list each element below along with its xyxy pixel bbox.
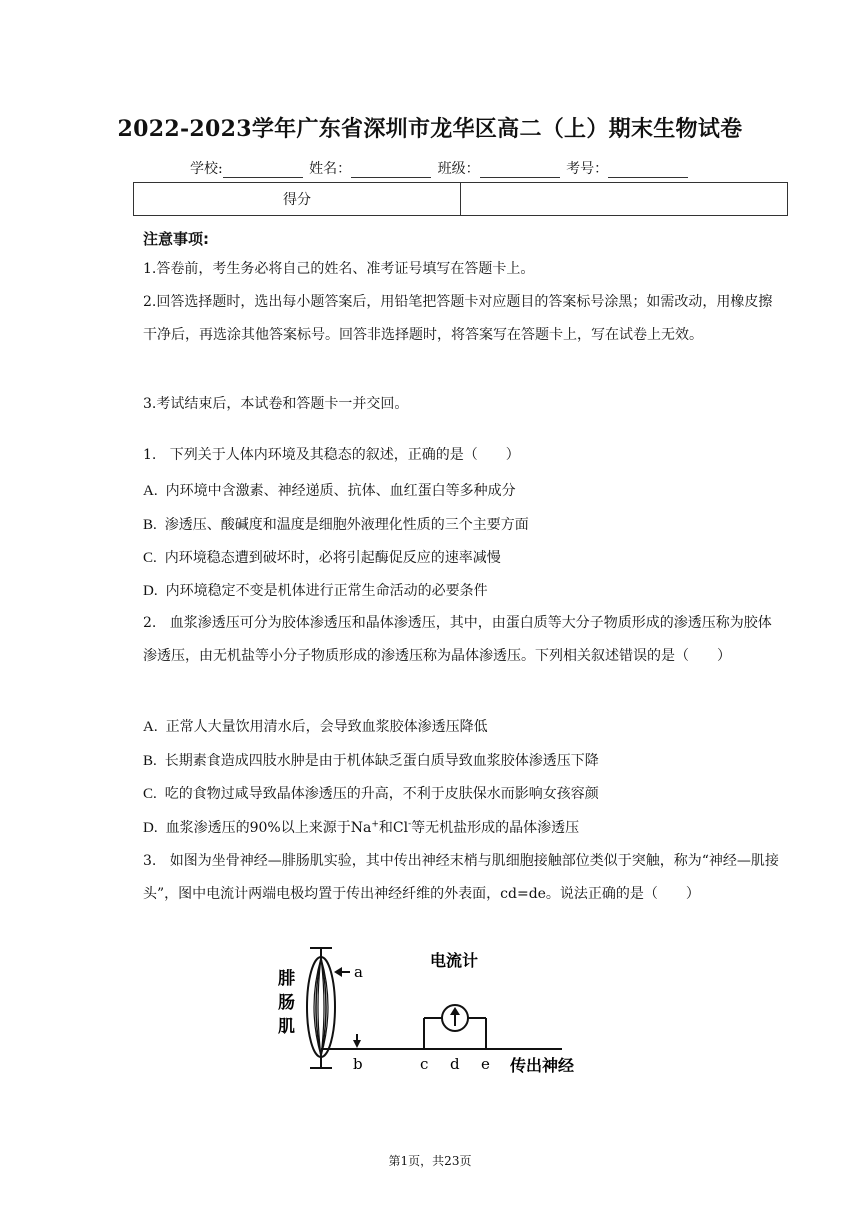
number-blank[interactable] — [608, 163, 688, 178]
notice-item-1: 1.答卷前，考生务必将自己的姓名、准考证号填写在答题卡上。 — [143, 261, 535, 277]
option-letter: A. — [143, 719, 158, 735]
point-c-label: c — [420, 1055, 429, 1073]
ion-charge: - — [408, 819, 412, 830]
muscle-label-1: 腓 — [278, 969, 295, 989]
option-letter: B. — [143, 753, 157, 769]
option-text: 长期素食造成四肢水肿是由于机体缺乏蛋白质导致血浆胶体渗透压下降 — [164, 753, 599, 769]
muscle-label-2: 肠 — [278, 993, 295, 1013]
q2-option-c[interactable] — [143, 783, 599, 803]
school-label: 学校: — [190, 161, 223, 177]
option-text: 正常人大量饮用清水后，会导致血浆胶体渗透压降低 — [165, 719, 488, 735]
question-2 — [143, 607, 783, 673]
q1-option-d[interactable] — [143, 580, 488, 600]
student-info-line — [190, 158, 690, 178]
number-label: 考号： — [566, 161, 609, 177]
option-text: 血浆渗透压的90%以上来源于Na — [165, 820, 372, 836]
option-text: 渗透压、酸碱度和温度是细胞外液理化性质的三个主要方面 — [164, 517, 529, 533]
score-table — [133, 182, 788, 216]
page-title: 2022-2023学年广东省深圳市龙华区高二（上）期末生物试卷 — [117, 116, 743, 142]
notice-title: 注意事项: — [143, 230, 209, 248]
class-label: 班级： — [437, 161, 480, 177]
option-text: 和Cl — [378, 820, 409, 836]
score-label: 得分 — [134, 183, 461, 216]
option-text: 内环境稳态遭到破坏时，必将引起酶促反应的速率减慢 — [164, 550, 501, 566]
question-number: 3. — [143, 853, 157, 869]
class-blank[interactable] — [480, 163, 560, 178]
q2-option-b[interactable] — [143, 750, 599, 770]
question-number: 1. — [143, 447, 157, 463]
score-cell[interactable] — [461, 183, 788, 216]
option-letter: B. — [143, 517, 157, 533]
option-text: 内环境稳定不变是机体进行正常生命活动的必要条件 — [165, 583, 488, 599]
option-text: 内环境中含激素、神经递质、抗体、血红蛋白等多种成分 — [165, 483, 516, 499]
page-footer: 第1页，共23页 — [388, 1154, 472, 1168]
q1-option-b[interactable] — [143, 514, 529, 534]
point-e-label: e — [481, 1055, 490, 1073]
ion-charge: + — [371, 819, 379, 830]
option-letter: D. — [143, 583, 158, 599]
point-b-label: b — [353, 1055, 363, 1073]
muscle-label-3: 肌 — [278, 1017, 295, 1037]
question-stem: 血浆渗透压可分为胶体渗透压和晶体渗透压，其中，由蛋白质等大分子物质形成的渗透压称为胶体渗透压，由无机盐等小分子物质形成的渗透压称为晶体渗透压。下列相关叙述错误的是（ ） — [143, 615, 772, 664]
muscle-body — [307, 957, 335, 1057]
question-3 — [143, 845, 783, 911]
question-stem: 下列关于人体内环境及其稳态的叙述，正确的是（ ） — [169, 447, 520, 463]
galvanometer-label: 电流计 — [430, 951, 479, 970]
nerve-muscle-diagram — [270, 940, 590, 1080]
option-letter: A. — [143, 483, 158, 499]
point-a-label: a — [354, 963, 363, 981]
option-text: 等无机盐形成的晶体渗透压 — [411, 820, 580, 836]
question-number: 2. — [143, 615, 157, 631]
notice-item-3: 3.考试结束后，本试卷和答题卡一并交回。 — [143, 396, 409, 412]
q1-option-a[interactable] — [143, 480, 516, 500]
nerve-label: 传出神经 — [510, 1056, 575, 1075]
q2-option-d[interactable] — [143, 817, 579, 837]
option-letter: C. — [143, 550, 157, 566]
q1-option-c[interactable] — [143, 547, 501, 567]
option-letter: C. — [143, 786, 157, 802]
point-d-label: d — [450, 1055, 460, 1073]
option-letter: D. — [143, 820, 158, 836]
question-1 — [143, 439, 783, 472]
school-blank[interactable] — [223, 163, 303, 178]
q2-option-a[interactable] — [143, 716, 488, 736]
question-stem: 如图为坐骨神经—腓肠肌实验，其中传出神经末梢与肌细胞接触部位类似于突触，称为“神经—肌接头”，图中电流计两端电极均置于传出神经纤维的外表面，cd=de。说法正确的是（ ） — [143, 853, 779, 902]
notice-item-2: 2.回答选择题时，选出每小题答案后，用铅笔把答题卡对应题目的答案标号涂黑；如需改动，用橡皮擦干净后，再选涂其他答案标号。回答非选择题时，将答案写在答题卡上，写在试卷上无效。 — [143, 294, 773, 343]
name-blank[interactable] — [351, 163, 431, 178]
option-text: 吃的食物过咸导致晶体渗透压的升高，不利于皮肤保水而影响女孩容颜 — [164, 786, 599, 802]
name-label: 姓名： — [309, 161, 352, 177]
